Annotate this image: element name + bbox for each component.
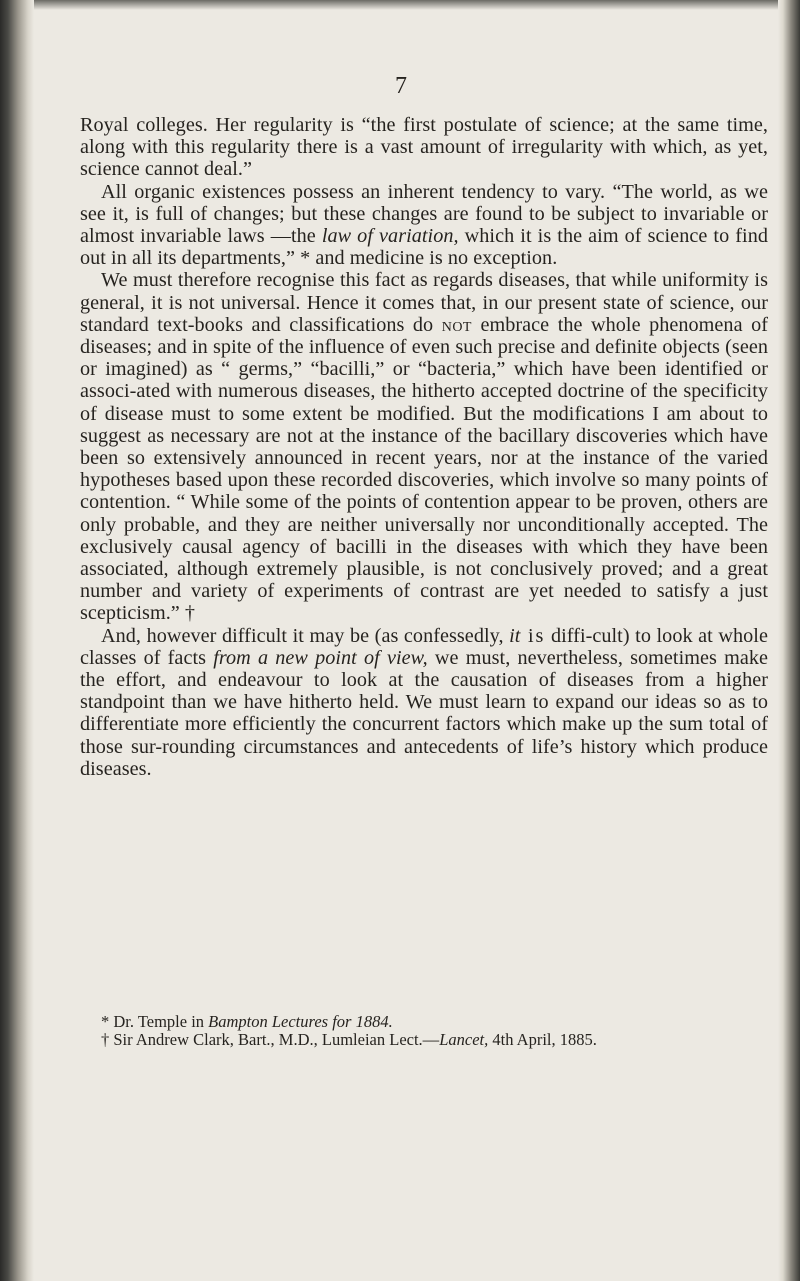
footnote-text: 4th April, 1885.: [488, 1029, 597, 1049]
footnote-text: * Dr. Temple in: [101, 1012, 209, 1031]
spaced-is: is: [520, 624, 546, 647]
scan-page-edge: [778, 0, 800, 1281]
paragraph-text: All organic existences possess an inherent tendency to vary. “The world, as we see it, is full of changes; but these changes are found to be subject to invariable or almost invariable laws —the: [80, 180, 768, 248]
footnote-2: [80, 1031, 768, 1049]
footnote-1: [80, 1013, 768, 1031]
paragraph-text: we must, nevertheless, sometimes make the effort, and endeavour to look at the causation of diseases from a higher standpoint than we have hitherto held. We must learn to expand our ideas so as to differentiate more efficiently the concurrent factors which make up the sum total of those sur-rounding circumstances and antecedents of life’s history which produce diseases.: [80, 646, 768, 780]
emphasis-law-of-variation: law of variation,: [321, 225, 459, 248]
paragraph-text: We must therefore recognise this fact as regards diseases, that while uniformity is general, it is not universal. Hence it comes that, in our present state of science, our standard text-books and classifications do: [80, 269, 768, 336]
paragraph-text: embrace the whole phenomena of diseases; and in spite of the influence of even such precise and definite objects (seen or imagined) as “ germs,” “bacilli,” or “bacteria,” which have been identified or associ-ated with numerous diseases, the hitherto accepted doctrine of the specificity of disease must to some extent be modified. But the modifications I am about to suggest as necessary are not at the instance of the bacillary discoveries which have been so extensively announced in recent years, nor at the instance of the varied hypotheses based upon these recorded discoveries, which involve so many points of contention. “ While some of the points of contention appear to be proven, others are only probable, and they are neither universally nor unconditionally accepted. The exclusively causal agency of bacilli in the diseases with which they have been associated, although extremely plausible, is not conclusively proved; and a great number and variety of experiments of contrast are yet needed to satisfy a just scepticism.” †: [80, 313, 768, 625]
footnote-text: † Sir Andrew Clark, Bart., M.D., Lumleian Lect.—: [101, 1029, 440, 1049]
paragraph-text: which it is the aim of science to find out in all its departments,” * and medicine is no exception.: [80, 225, 768, 270]
paragraph-1: [80, 114, 768, 181]
page-number: 7: [395, 73, 407, 99]
paragraph-text: diffi-cult) to look at whole classes of facts: [80, 624, 768, 669]
scan-binding-edge: [0, 0, 34, 1281]
paragraph-text: Royal colleges. Her regularity is “the first postulate of science; at the same time, along with this regularity there is a vast amount of irregularity with which, as yet, science cannot deal.”: [80, 114, 768, 181]
paragraph-text: And, however difficult it may be (as confessedly,: [101, 624, 510, 647]
footnote-citation-title: Bampton Lectures for 1884.: [208, 1012, 393, 1031]
emphasis-it: it: [509, 624, 521, 647]
footnotes: [80, 1013, 768, 1048]
paragraph-4: [80, 625, 768, 780]
emphasis-new-point-of-view: from a new point of view,: [213, 646, 428, 669]
scan-edge-top: [0, 0, 800, 10]
footnote-citation-title: Lancet,: [439, 1029, 489, 1049]
body-text: [80, 114, 768, 780]
smallcaps-not: not: [441, 313, 472, 336]
paragraph-3: [80, 269, 768, 624]
paragraph-2: [80, 181, 768, 270]
